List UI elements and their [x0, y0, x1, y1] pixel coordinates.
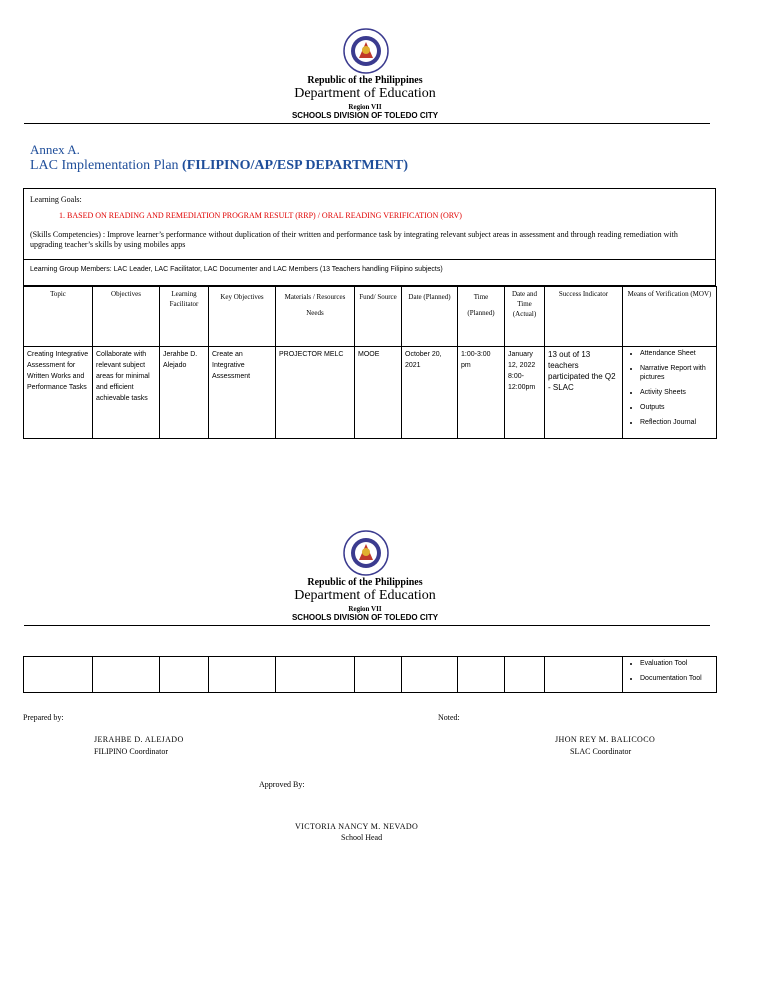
- header-topic: Topic: [24, 287, 93, 347]
- table-row: [24, 347, 717, 439]
- lac-plan-table: [23, 286, 717, 439]
- empty-cell: [24, 657, 93, 693]
- plan-department: (FILIPINO/AP/ESP DEPARTMENT): [182, 158, 409, 173]
- cell-date-planned: October 20, 2021: [402, 347, 458, 439]
- list-item: • Evaluation Tool: [640, 659, 713, 668]
- cell-time-planned: 1:00-3:00 pm: [458, 347, 505, 439]
- header-date-time-actual: Date and Time (Actual): [505, 287, 545, 347]
- approver-name: VICTORIA NANCY M. NEVADO: [295, 822, 419, 831]
- skills-competencies: (Skills Competencies) : Improve learner’s performance without duplication of their written and performance task by integrating relevant subject areas in assessment and through reading remediation with upgrading teacher’s skills by using mobiles apps: [30, 230, 678, 249]
- cell-key-objectives: Create an Integrative Assessment: [209, 347, 276, 439]
- empty-cell: [545, 657, 623, 693]
- lac-plan-table-continued: [23, 656, 717, 693]
- plan-title-text: LAC Implementation Plan: [30, 158, 179, 173]
- deped-seal-logo: [343, 28, 389, 74]
- header-success-indicator: Success Indicator: [545, 287, 623, 347]
- learning-goals-label: Learning Goals:: [30, 195, 82, 204]
- empty-cell: [505, 657, 545, 693]
- list-item: • Activity Sheets: [640, 388, 713, 397]
- letterhead-divider: [24, 123, 710, 124]
- letterhead-division: SCHOOLS DIVISION OF TOLEDO CITY: [291, 613, 439, 622]
- letterhead-region: Region VII: [348, 605, 382, 613]
- preparer-title: FILIPINO Coordinator: [94, 747, 168, 756]
- header-time-planned: Time (Planned): [458, 287, 505, 347]
- approved-by-label: Approved By:: [259, 780, 305, 789]
- empty-cell: [458, 657, 505, 693]
- table-header-row: [24, 287, 717, 347]
- empty-cell: [355, 657, 402, 693]
- empty-cell: [160, 657, 209, 693]
- cell-materials: PROJECTOR MELC: [276, 347, 355, 439]
- header-key-objectives: Key Objectives: [209, 287, 276, 347]
- mov-list: [626, 349, 713, 427]
- letterhead-department: Department of Education: [294, 588, 436, 603]
- header-date-planned: Date (Planned): [402, 287, 458, 347]
- cell-success-indicator: 13 out of 13 teachers participated the Q2 - SLAC: [545, 347, 623, 439]
- learning-group-members-box: [23, 260, 716, 286]
- prepared-by-label: Prepared by:: [23, 713, 64, 722]
- letterhead-division: SCHOOLS DIVISION OF TOLEDO CITY: [291, 111, 439, 120]
- header-objectives: Objectives: [93, 287, 160, 347]
- list-item: • Outputs: [640, 403, 713, 412]
- empty-cell: [209, 657, 276, 693]
- cell-mov: [623, 347, 717, 439]
- cell-topic: Creating Integrative Assessment for Written Works and Performance Tasks: [24, 347, 93, 439]
- cell-mov-continued: [623, 657, 717, 693]
- approver-title: School Head: [341, 833, 383, 842]
- plan-title: [30, 158, 408, 174]
- letterhead-divider: [24, 625, 710, 626]
- cell-date-actual: January 12, 2022 8:00-12:00pm: [505, 347, 545, 439]
- cell-objectives: Collaborate with relevant subject areas for minimal and efficient achievable tasks: [93, 347, 160, 439]
- table-row: [24, 657, 717, 693]
- annex-label: Annex A.: [30, 142, 80, 157]
- empty-cell: [402, 657, 458, 693]
- list-item: • Reflection Journal: [640, 418, 713, 427]
- cell-fund: MOOE: [355, 347, 402, 439]
- list-item: • Attendance Sheet: [640, 349, 713, 358]
- learning-group-members: Learning Group Members: LAC Leader, LAC Facilitator, LAC Documenter and LAC Members (13 Teachers handling Filipino subjects): [30, 266, 443, 273]
- letterhead-region: Region VII: [348, 103, 382, 111]
- empty-cell: [276, 657, 355, 693]
- noted-label: Noted:: [438, 713, 460, 722]
- learning-goals-box: [23, 188, 716, 260]
- mov-list-continued: [626, 659, 713, 683]
- learning-goal-item: 1. BASED ON READING AND REMEDIATION PROGRAM RESULT (RRP) / ORAL READING VERIFICATION (ORV): [59, 211, 462, 220]
- letterhead-republic: Republic of the Philippines: [307, 577, 423, 588]
- noter-title: SLAC Coordinator: [570, 747, 632, 756]
- empty-cell: [93, 657, 160, 693]
- header-fund-source: Fund/ Source: [355, 287, 402, 347]
- preparer-name: JERAHBE D. ALEJADO: [94, 735, 184, 744]
- list-item: • Narrative Report with pictures: [640, 364, 713, 382]
- deped-seal-logo: [343, 530, 389, 576]
- header-learning-facilitator: Learning Facilitator: [160, 287, 209, 347]
- list-item: • Documentation Tool: [640, 674, 713, 683]
- letterhead-republic: Republic of the Philippines: [307, 75, 423, 86]
- header-mov: Means of Verification (MOV): [623, 287, 717, 347]
- cell-facilitator: Jerahbe D. Alejado: [160, 347, 209, 439]
- letterhead-department: Department of Education: [294, 86, 436, 101]
- header-materials: Materials / Resources Needs: [276, 287, 355, 347]
- noter-name: JHON REY M. BALICOCO: [555, 735, 656, 744]
